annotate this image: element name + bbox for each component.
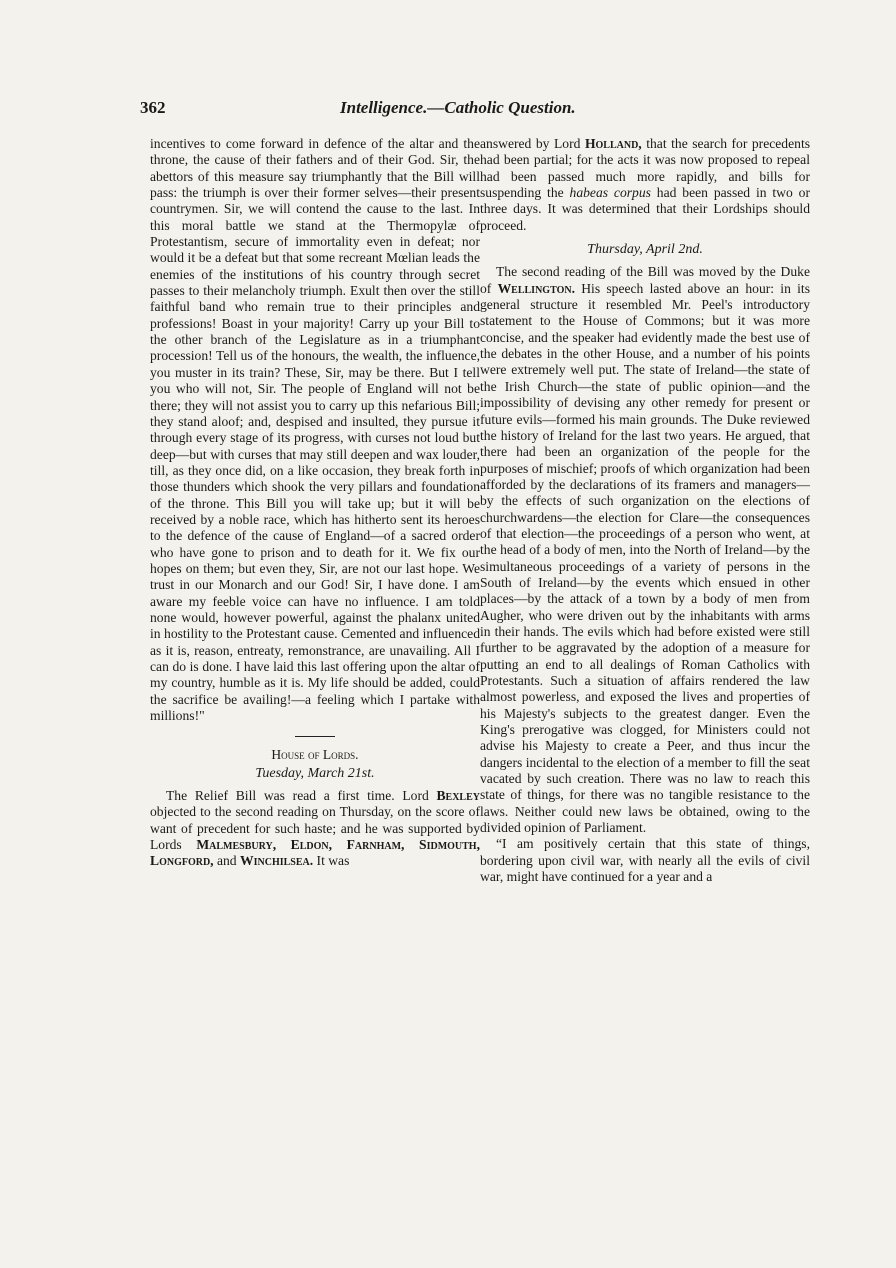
date-heading-march: Tuesday, March 21st. — [255, 765, 375, 781]
name-holland: Holland, — [584, 136, 642, 151]
text-run: It was — [313, 853, 350, 869]
name-bexley: Bexley — [436, 788, 480, 804]
text-run: His speech lasted above an hour: in its general structure it resembled Mr. Peel's introductory statement to the House of Commons; but it was more concise, and the speaker had evidently made the best use of the debates in the other House, and a number of his points were extremely well put. The state of Ireland—the state of the Irish Church—the state of public opinion—and the impossibility of devising any other remedy for present or future evils—formed his main grounds. The Duke reviewed the history of Ireland for the last two years. He argued, that there had been an organization of the people for the purposes of mischief; proofs of which organization had been afforded by the declarations of its framers and managers—by the effects of such organization on the elections of churchwardens—the election for Clare—the consequences of that election—the proceedings of a person who went, at the head of a body of men, into the North of Ireland—by the simultaneous proceedings of a variety of persons in the South of Ireland—by the events which ensued in other places—by the attack of a town by a body of men from Augher, who were driven out by the inhabitants with arms in their hands. The evils which had before existed were still further to be aggravated by the adoption of a measure for putting an end to all dealings of Roman Catholics with Protestants. Such a situation of affairs rendered the law almost powerless, and exposed the lives and properties of his Majesty's subjects to the greatest danger. Even the King's prerogative was clogged, for Ministers could not advise his Majesty to create a Peer, and thus incur the dangers incidental to the election of a member to fill the seat vacated by such creation. There was no law to reach this state of things, for there was no tangible resistance to the laws. Neither could new laws be obtained, owing to the divided opinion of Parliament. — [480, 280, 810, 836]
text-run: and — [213, 853, 241, 869]
quotation-paragraph: “I am positively certain that this state of things, bordering upon civil war, with nearly all the evils of civil war, might have continued for a year and a — [480, 836, 810, 885]
text-run: answered by Lord — [480, 136, 585, 151]
text-run: that the search for precedents had been partial; for the acts it was now proposed to repeal had been passed much more rapidly, and bills for suspending the — [480, 136, 811, 201]
proceedings-paragraph — [150, 788, 480, 870]
second-reading-paragraph — [480, 264, 810, 836]
text-run: objected to the second reading on Thursday, on the score of want of precedent for such haste; and he was supported by Lords — [150, 804, 480, 853]
left-column — [150, 136, 480, 870]
section-divider — [295, 736, 335, 737]
page-number: 362 — [140, 98, 166, 117]
speech-paragraph: incentives to come forward in defence of the altar and the throne, the cause of their fathers and of their God. Sir, the abettors of this measure say triumphantly that the Bill will pass: the triumph is over their former selves—their present countrymen. Sir, we will contend the cause to the last. In this moral battle we stand at the Thermopylæ of Protestantism, secure of immortality even in defeat; nor would it be a defeat but that some recreant Mœlian leads the enemies of the institutions of his country through secret passes to their melancholy triumph. Exult then over the still faithful band who remain true to their principles and professions! Boast in your majority! Carry up your Bill to the other branch of the Legislature as in a triumphant procession! Tell us of the honours, the wealth, the influence, you muster in its train? These, Sir, may be there. But I tell you who will not, Sir. The people of England will not be there; they will not assist you to carry up this nefarious Bill; they stand aloof; and, despised and insulted, they pursue it through every stage of its progress, with curses not loud but deep—but with curses that may still deepen and wax louder, till, as they once did, on a like occasion, they break forth in those thunders which shook the very pillars and foundation of the throne. This Bill you will take up; but it will be received by a noble race, which has hitherto sent its heroes to the defence of the cause of England—of a sacred order who have gone to prison and to death for it. We fix our hopes on them; but even they, Sir, are not our last hope. We trust in our Monarch and our God! Sir, I have done. I am aware my feeble voice can have no influence. I am told none would, however powerful, against the phalanx united in hostility to the Protestant cause. Cemented and influenced as it is, reason, entreaty, remonstrance, are unavailing. All I can do is done. I have laid this last offering upon the altar of my country, humble as it is. My life should be added, could the sacrifice be availing!—a feeling which I partake with millions!" — [150, 136, 480, 724]
habeas-corpus: habeas corpus — [569, 185, 651, 201]
text-run: had been passed in two or three days. It was determined that their Lordships should proceed. — [480, 185, 810, 233]
name-wellington: Wellington. — [497, 280, 575, 296]
right-column — [480, 136, 810, 885]
name-winchilsea: Winchilsea. — [240, 853, 314, 869]
page-header — [140, 98, 800, 128]
section-heading: House of Lords. — [271, 747, 359, 763]
running-title: Intelligence.—Catholic Question. — [340, 98, 576, 117]
text-run: The second reading of the Bill was moved by the Duke of — [480, 264, 810, 296]
names-lords: Malmesbury, Eldon, Farnham, Sidmouth, Longford, — [150, 837, 480, 869]
text-run: The Relief Bill was read a first time. Lord — [166, 788, 437, 804]
date-heading-april: Thursday, April 2nd. — [587, 242, 703, 258]
continuation-paragraph — [480, 136, 810, 234]
